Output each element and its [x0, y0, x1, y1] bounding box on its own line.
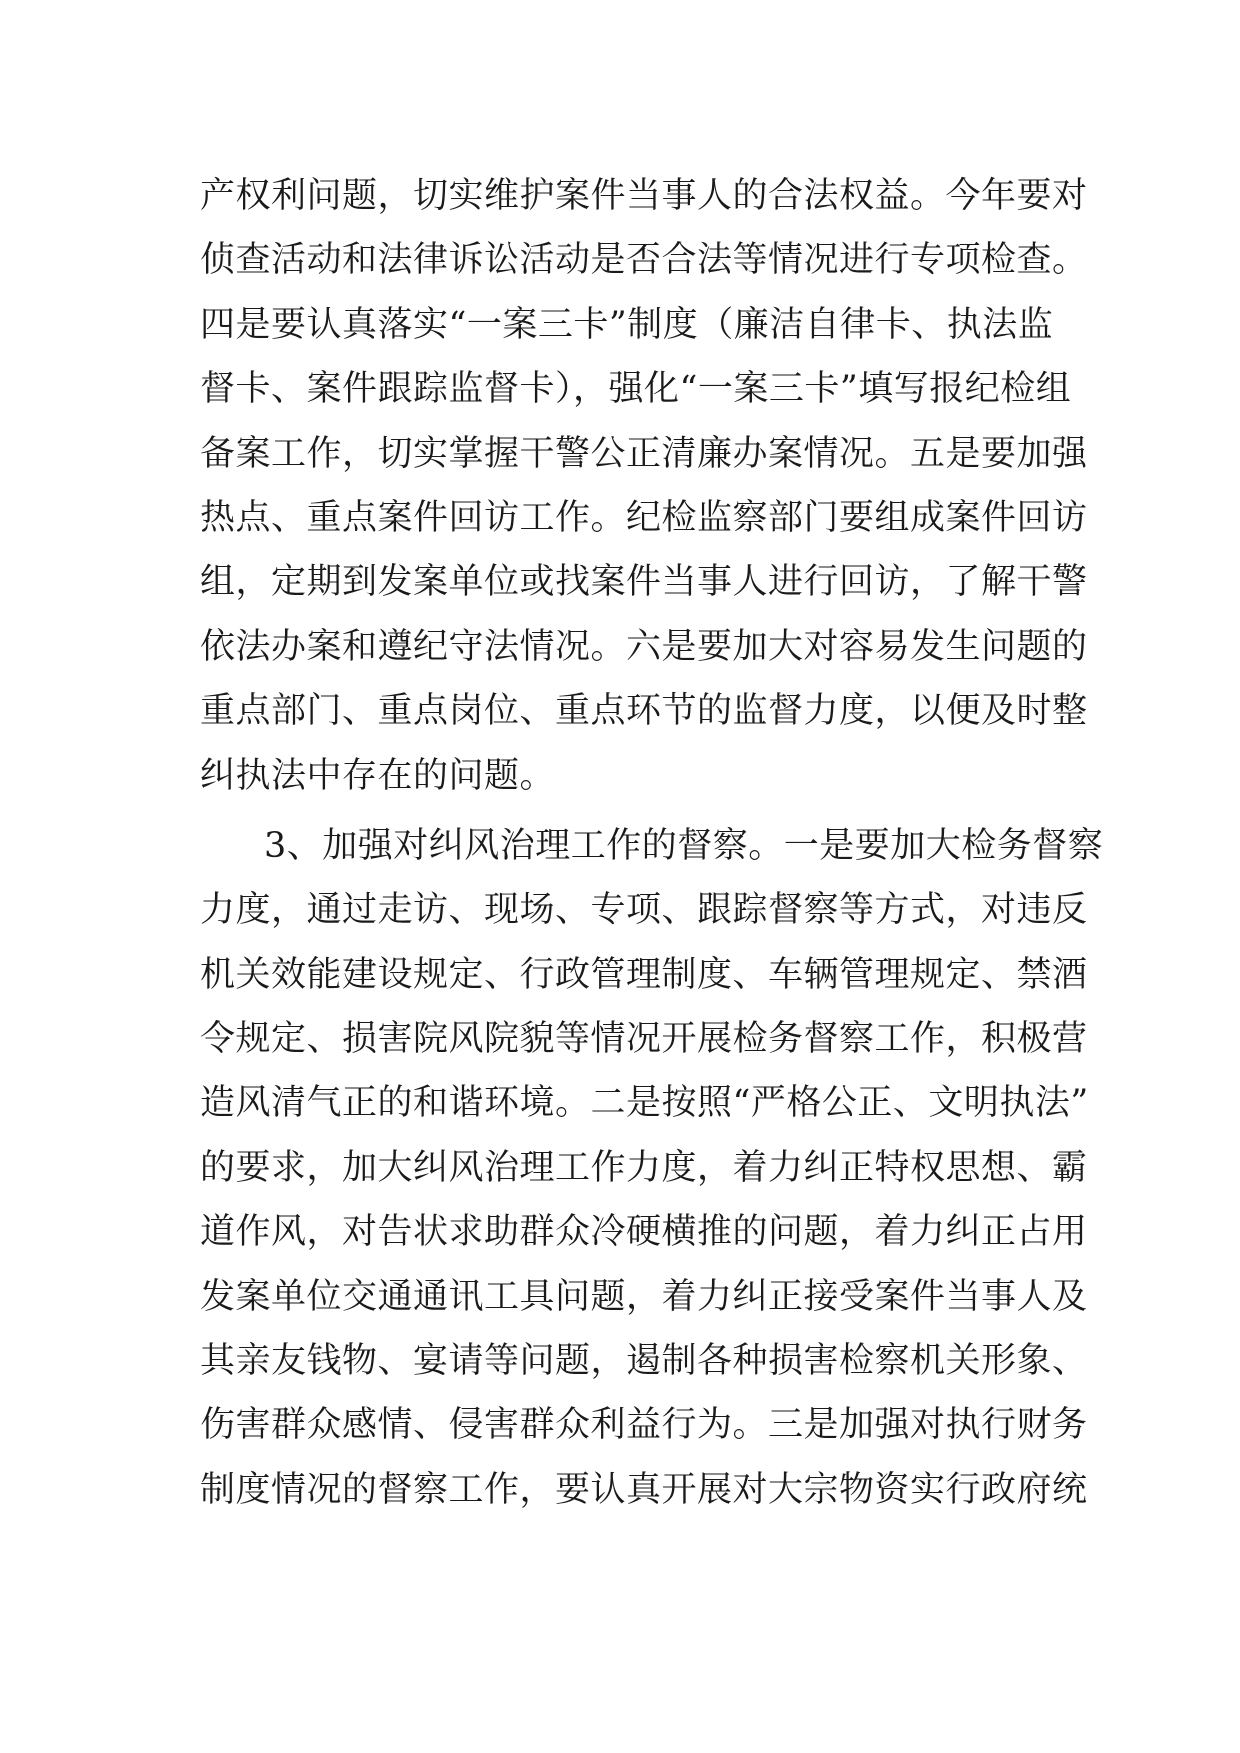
- text-line: 产权利问题，切实维护案件当事人的合法权益。今年要对: [200, 176, 1088, 216]
- text-line: 依法办案和遵纪守法情况。六是要加大对容易发生问题的: [200, 626, 1088, 667]
- text-line: 制度情况的督察工作，要认真开展对大宗物资实行政府统: [200, 1469, 1088, 1510]
- text-line: 组，定期到发案单位或找案件当事人进行回访，了解干警: [200, 562, 1088, 603]
- text-line: 热点、重点案件回访工作。纪检监察部门要组成案件回访: [200, 497, 1088, 538]
- text-line: 备案工作，切实掌握干警公正清廉办案情况。五是要加强: [200, 433, 1088, 474]
- text-line: 纠执法中存在的问题。: [200, 755, 556, 796]
- text-line: 造风清气正的和谐环境。二是按照“严格公正、文明执法”: [200, 1083, 1089, 1124]
- text-line: 道作风，对告状求助群众冷硬横推的问题，着力纠正占用: [200, 1212, 1088, 1253]
- text-line: 机关效能建设规定、行政管理制度、车辆管理规定、禁酒: [200, 954, 1088, 995]
- paragraph-1: [200, 164, 1088, 808]
- paragraph-2: [200, 814, 1104, 1522]
- text-line: 四是要认真落实“一案三卡”制度（廉洁自律卡、执法监: [200, 304, 1054, 345]
- document-body: [200, 164, 1104, 1522]
- text-line: 发案单位交通通讯工具问题，着力纠正接受案件当事人及: [200, 1276, 1088, 1317]
- text-line: 其亲友钱物、宴请等问题，遏制各种损害检察机关形象、: [200, 1341, 1088, 1382]
- text-line: 伤害群众感情、侵害群众利益行为。三是加强对执行财务: [200, 1405, 1088, 1446]
- text-line: 重点部门、重点岗位、重点环节的监督力度，以便及时整: [200, 691, 1088, 732]
- text-line: 令规定、损害院风院貌等情况开展检务督察工作，积极营: [200, 1019, 1088, 1060]
- text-line: 3、加强对纠风治理工作的督察。一是要加大检务督察: [264, 825, 1104, 866]
- text-line: 的要求，加大纠风治理工作力度，着力纠正特权思想、霸: [200, 1147, 1088, 1188]
- text-line: 力度，通过走访、现场、专项、跟踪督察等方式，对违反: [200, 890, 1088, 931]
- text-line: 侦查活动和法律诉讼活动是否合法等情况进行专项检查。: [200, 240, 1088, 281]
- text-line: 督卡、案件跟踪监督卡），强化“一案三卡”填写报纪检组: [200, 369, 1072, 410]
